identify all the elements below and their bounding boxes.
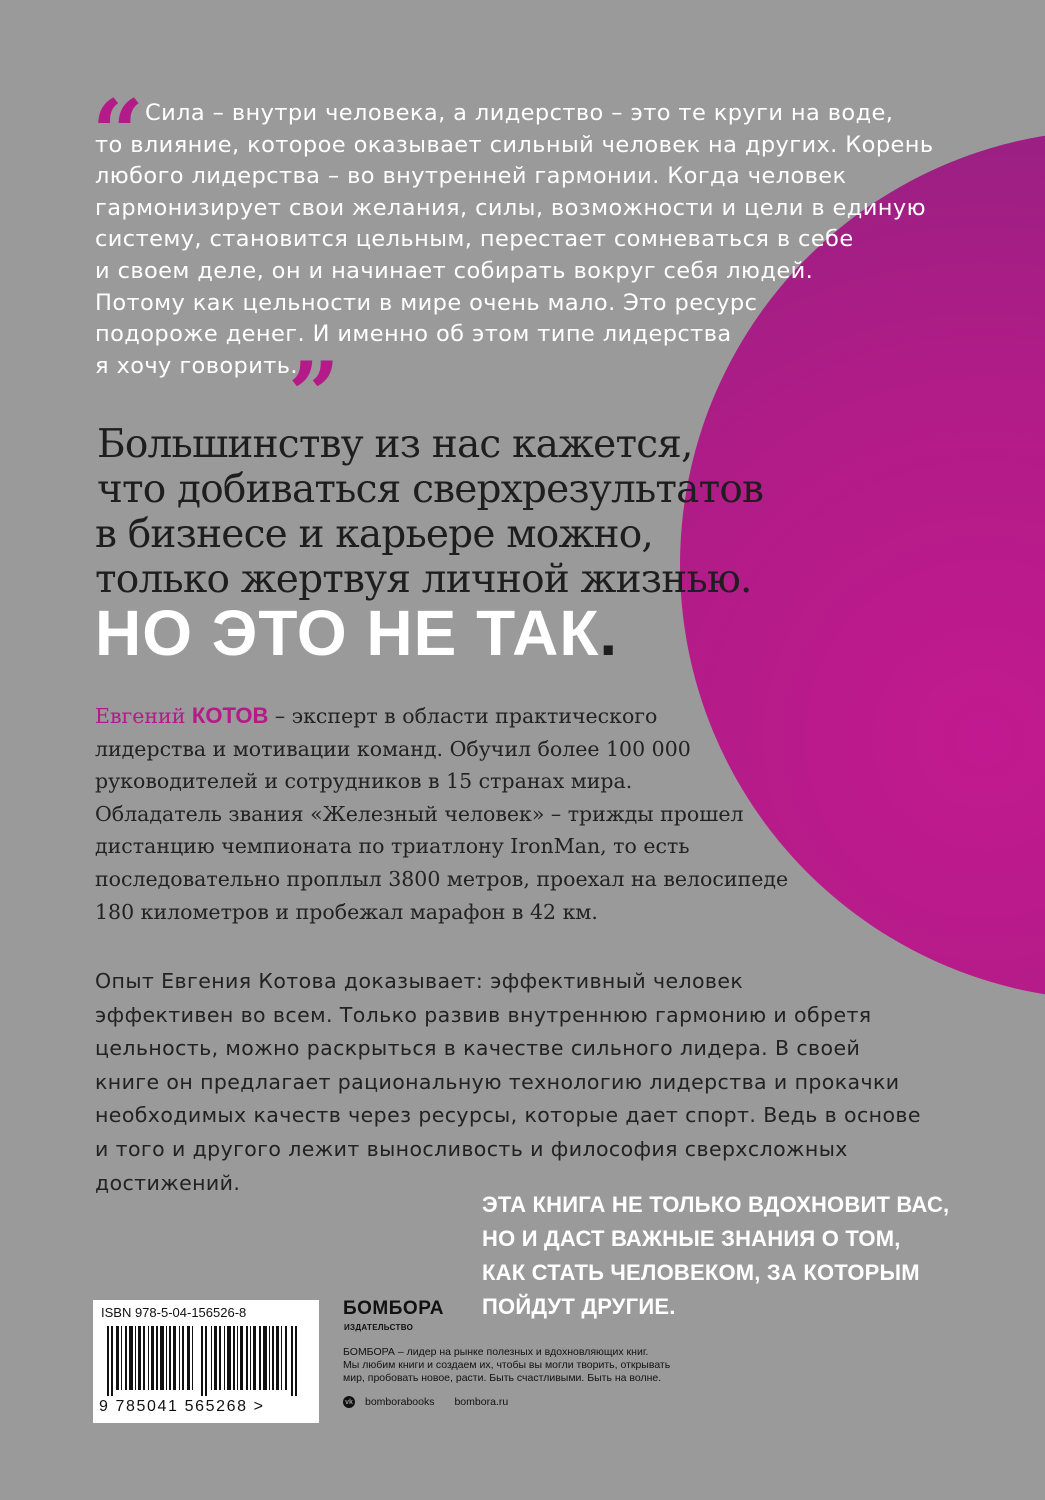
big-statement-text: НО ЭТО НЕ ТАК: [95, 597, 600, 669]
description-line: и того и другого лежит выносливость и философия сверхсложных: [95, 1136, 848, 1161]
author-quote: [95, 98, 935, 382]
publisher-website: bombora.ru: [454, 1396, 509, 1408]
description-line: достижений.: [95, 1170, 241, 1195]
promo-line: ЭТА КНИГА НЕ ТОЛЬКО ВДОХНОВИТ ВАС,: [482, 1192, 950, 1217]
bio-line: последовательно проплыл 3800 метров, проехал на велосипеде: [95, 866, 789, 891]
publisher-line: БОМБОРА – лидер на рынке полезных и вдохновляющих книг.: [343, 1346, 649, 1358]
bio-line: 180 километров и пробежал марафон в 42 км.: [95, 899, 598, 924]
isbn-digits: 9 785041 565268 >: [99, 1398, 265, 1415]
description-line: эффективен во всем. Только развив внутреннюю гармонию и обретя: [95, 1002, 872, 1027]
publisher-description: [343, 1346, 763, 1385]
vk-icon: vk: [343, 1396, 355, 1408]
publisher-line: мир, пробовать новое, расти. Быть счастливыми. Быть на волне.: [343, 1372, 662, 1384]
headline: [95, 422, 995, 602]
isbn-barcode-box: [93, 1300, 319, 1423]
quote-line: Сила – внутри человека, а лидерство – это те круги на воде,: [145, 100, 894, 126]
big-statement: [95, 598, 618, 668]
description-line: Опыт Евгения Котова доказывает: эффективный человек: [95, 969, 744, 993]
description-line: книге он предлагает рациональную технологию лидерства и прокачки: [95, 1069, 900, 1094]
bio-line: Обладатель звания «Железный человек» – трижды прошел: [95, 801, 744, 826]
description-line: необходимых качеств через ресурсы, которые дает спорт. Ведь в основе: [95, 1103, 921, 1128]
publisher-logo: БОМБОРА: [343, 1298, 444, 1319]
close-quote-mark: ”: [288, 342, 340, 448]
headline-line: только жертвуя личной жизнью.: [95, 557, 752, 602]
big-statement-dot: .: [599, 597, 619, 669]
quote-line: систему, становится цельным, перестает сомневаться в себе: [95, 226, 854, 253]
bio-line: дистанцию чемпионата по триатлону IronMan, то есть: [95, 834, 690, 859]
promo-statement: [482, 1188, 1002, 1324]
open-quote-mark: “: [92, 80, 144, 186]
publisher-social: [343, 1396, 508, 1408]
barcode-icon: [101, 1326, 311, 1396]
bio-line: – эксперт в области практического: [268, 704, 658, 728]
quote-line: гармонизирует свои желания, силы, возможности и цели в единую: [95, 194, 926, 221]
quote-line: и своем деле, он и начинает собирать вокруг себя людей.: [95, 257, 814, 284]
description-line: цельность, можно раскрыться в качестве сильного лидера. В своей: [95, 1036, 861, 1061]
publisher-subtitle: ИЗДАТЕЛЬСТВО: [344, 1323, 414, 1332]
bio-line: руководителей и сотрудников в 15 странах мира.: [95, 769, 633, 794]
quote-line: то влияние, которое оказывает сильный человек на других. Корень: [95, 131, 934, 158]
headline-line: Большинству из нас кажется,: [97, 422, 693, 467]
promo-line: КАК СТАТЬ ЧЕЛОВЕКОМ, ЗА КОТОРЫМ: [482, 1260, 920, 1285]
headline-line: в бизнесе и карьере можно,: [95, 512, 653, 557]
headline-line: что добиваться сверхрезультатов: [97, 467, 764, 512]
social-handle: bomborabooks: [365, 1396, 435, 1408]
quote-line: Потому как цельности в мире очень мало. Это ресурс: [95, 289, 758, 316]
bio-line: лидерства и мотивации команд. Обучил более 100 000: [95, 736, 691, 761]
quote-line: любого лидерства – во внутренней гармонии. Когда человек: [95, 163, 847, 190]
author-last-name: КОТОВ: [191, 703, 269, 728]
isbn-label: ISBN 978-5-04-156526-8: [101, 1305, 247, 1320]
quote-line: я хочу говорить.: [95, 352, 298, 379]
author-bio: [95, 700, 955, 928]
publisher-line: Мы любим книги и создаем их, чтобы вы могли творить, открывать: [343, 1359, 671, 1371]
promo-line: ПОЙДУТ ДРУГИЕ.: [482, 1294, 676, 1319]
promo-line: НО И ДАСТ ВАЖНЫЕ ЗНАНИЯ О ТОМ,: [482, 1226, 901, 1251]
book-description: [95, 965, 975, 1200]
author-first-name: Евгений: [95, 704, 186, 728]
quote-line: подороже денег. И именно об этом типе лидерства: [95, 321, 732, 348]
